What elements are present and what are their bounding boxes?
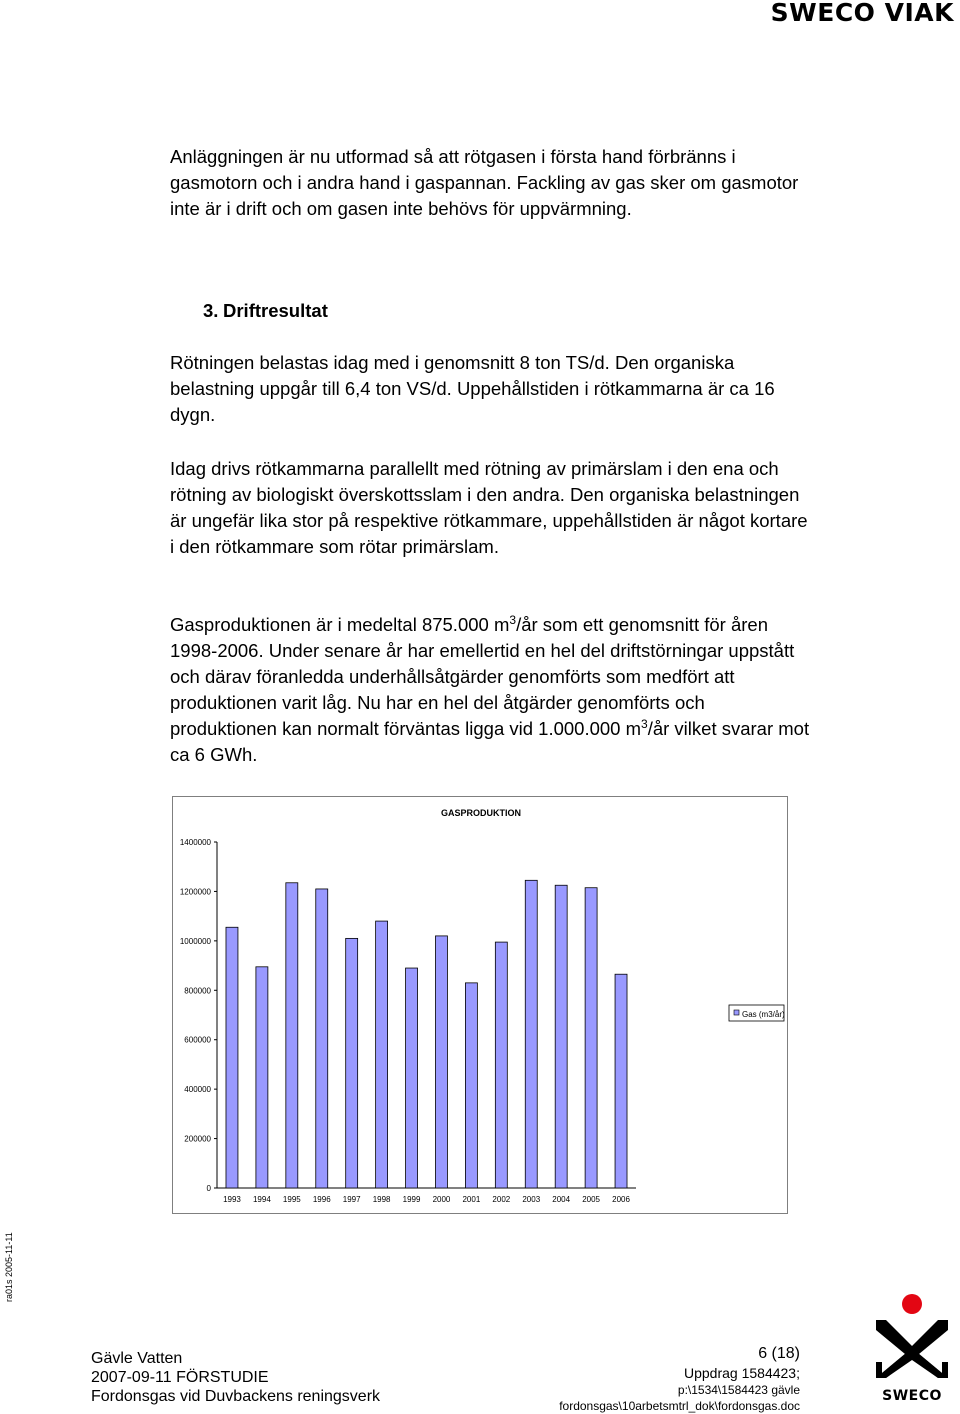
bar-1994 [256,967,268,1188]
y-tick-group [180,838,217,1193]
y-tick-label: 0 [206,1184,211,1193]
intro-text: Anläggningen är nu utformad så att rötgasen i första hand förbränns i gasmotorn och i andra hand i gaspannan. Fackling av gas sker om gasmotor inte är i drift och om gasen inte behövs för uppvärmning. [170,146,799,219]
paragraph-2 [170,456,810,560]
x-tick-group [223,1195,630,1204]
y-tick-label: 200000 [184,1134,211,1144]
logo-text: SWECO [882,1388,942,1404]
gas-production-chart [172,796,788,1214]
x-tick-label: 1993 [223,1195,241,1204]
x-tick-label: 2004 [552,1195,571,1204]
y-tick-label: 600000 [184,1035,211,1045]
bar-2002 [495,942,507,1188]
bar-2006 [615,974,627,1188]
x-tick-label: 1994 [252,1195,271,1204]
paragraph-3-part-a: Gasproduktionen är i medeltal 875.000 m [170,614,510,635]
bar-1993 [226,927,238,1188]
bar-2004 [555,885,567,1188]
y-tick-label: 400000 [184,1085,211,1095]
x-tick-label: 1998 [372,1195,391,1204]
paragraph-3-part-b: /år som ett genomsnitt för åren 1998-2006. Under senare år har emellertid en hel del driftstörningar uppstått och därav föranledda underhållsåtgärder genomförts som medfört att produktionen varit låg. Nu har en hel del åtgärder genomförts och produktionen kan normalt förväntas ligga vid 1.000.000 m [170,614,795,739]
chart-canvas [173,797,787,1213]
x-tick-label: 2002 [492,1195,511,1204]
x-tick-label: 2001 [462,1195,481,1204]
bar-2003 [525,880,537,1188]
y-tick-label: 1200000 [179,887,211,897]
bar-group [226,880,627,1188]
bar-1995 [286,883,298,1188]
bar-2001 [465,983,477,1188]
x-tick-label: 1995 [282,1195,301,1204]
x-tick-label: 1999 [402,1195,421,1204]
x-tick-label: 2003 [522,1195,541,1204]
x-tick-label: 2000 [432,1195,451,1204]
file-path-2: fordonsgas\10arbetsmtrl_dok\fordonsgas.doc [559,1399,800,1413]
bar-1997 [346,938,358,1188]
bar-1998 [376,921,388,1188]
paragraph-1 [170,350,810,428]
footer-date-phase: 2007-09-11 FÖRSTUDIE [91,1369,269,1386]
side-note [3,1222,15,1302]
y-tick-label: 800000 [184,986,211,996]
section-number: 3. [203,300,219,321]
footer-right [559,1343,800,1414]
bar-2000 [435,936,447,1188]
side-note-text: ra01s 2005-11-11 [4,1232,14,1302]
chart-title: GASPRODUKTION [440,808,522,818]
x-tick-label: 2005 [582,1195,601,1204]
y-tick-label: 1000000 [179,936,211,946]
file-path-1: p:\1534\1584423 gävle [677,1383,800,1397]
footer-project: Fordonsgas vid Duvbackens reningsverk [91,1388,381,1405]
superscript-3: 3 [509,612,517,627]
legend-label: Gas (m3/år) [742,1010,785,1019]
legend [729,1005,785,1021]
sweco-logo-icon [872,1292,952,1382]
x-tick-label: 1996 [312,1195,331,1204]
paragraph-3-part-c: /år vilket svarar mot ca 6 GWh. [170,718,810,765]
legend-swatch [734,1010,739,1015]
section-heading [203,298,328,324]
paragraph-1-text: Rötningen belastas idag med i genomsnitt 8 ton TS/d. Den organiska belastning uppgår till 6,4 ton VS/d. Uppehållstiden i rötkammarna är ca 16 dygn. [170,352,775,425]
assignment-number: Uppdrag 1584423; [684,1365,800,1381]
x-tick-label: 1997 [342,1195,361,1204]
bar-1996 [316,889,328,1188]
y-tick-label: 1400000 [179,838,211,847]
brand-logo-text: SWECO VIAK [770,0,954,27]
x-tick-label: 2006 [612,1195,630,1204]
page-number: 6 (18) [758,1345,800,1362]
footer-client: Gävle Vatten [91,1350,183,1367]
bar-1999 [406,968,418,1188]
intro-paragraph [170,144,810,222]
bar-2005 [585,888,597,1188]
paragraph-2-text: Idag drivs rötkammarna parallellt med rötning av primärslam i den ena och rötning av biologiskt överskottsslam i den andra. Den organiska belastningen är ungefär lika stor på respektive rötkammare, uppehållstiden är något kortare i den rötkammare som rötar primärslam. [170,458,808,557]
sweco-logo [872,1292,952,1404]
section-title: Driftresultat [223,300,328,321]
superscript-3: 3 [641,716,648,731]
footer-left [91,1349,380,1406]
paragraph-3 [170,612,810,768]
